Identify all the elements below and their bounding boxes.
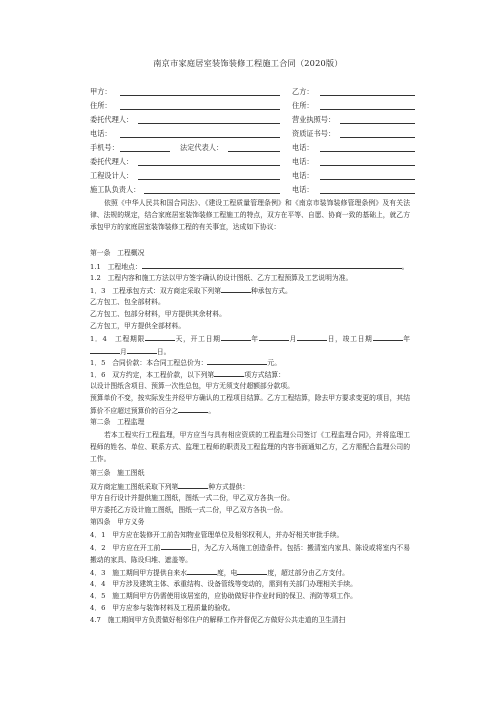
clause-4-1: 4．1 甲方应在装修开工前告知物业管理单位及相邻权利人，并办好相关审批手续。 (90, 531, 344, 539)
start-date-label: 天，开工日期 (174, 335, 221, 343)
days-before-blank[interactable] (161, 541, 191, 550)
party-a-agent-blank[interactable] (138, 123, 280, 124)
article-2-heading: 第二条 工程监理 (90, 418, 145, 426)
settlement-option-1: 以设计图纸含项目、预算一次性总包，甲方无须支付超额部分款项。 (90, 382, 294, 390)
party-a-agent-label: 委托代理人： (90, 115, 134, 124)
clause-4-2 (90, 541, 410, 566)
end-date-label: 日，竣工日期 (326, 335, 373, 343)
qualification-cert-label: 资质证书号： (292, 129, 336, 138)
end-year-label: 年 (402, 335, 411, 343)
clause-4-5: 4．5 施工期间甲方仍需使用该居室的，应协助做好非作业时间的保卫、消防等项工作。 (90, 592, 357, 600)
agent-phone-blank[interactable] (320, 165, 415, 166)
party-row-7 (0, 169, 496, 182)
clause-1-5-text: 1．5 合同价款：本合同工程总价为： (90, 359, 208, 367)
electricity-blank[interactable] (237, 566, 267, 575)
article-3-heading: 第三条 施工图纸 (90, 469, 145, 477)
party-a-label: 甲方： (90, 87, 112, 96)
end-day-blank[interactable] (127, 345, 157, 354)
settlement-option-2 (90, 392, 410, 417)
designer-blank[interactable] (138, 179, 280, 180)
party-a-address-blank[interactable] (120, 109, 280, 110)
party-b-blank[interactable] (320, 95, 415, 96)
party-row-2 (0, 99, 496, 112)
clause-4-4: 4．4 甲方涉及建筑主体、承重结构、设备管线等变动的，需到有关部门办理相关手续。 (90, 580, 357, 588)
contract-method-blank[interactable] (221, 284, 251, 293)
party-row-3 (0, 113, 496, 126)
foreman-label: 施工队负责人： (90, 185, 141, 194)
clause-4-2-suffix: 日，为乙方入场施工创造条件。包括：搬清室内家具、陈设或将室内不易搬动的家具、陈设归堆、遮盖等。 (90, 544, 411, 565)
water-blank[interactable] (187, 566, 217, 575)
clause-1-5-suffix: 元。 (267, 359, 281, 367)
qualification-cert-blank[interactable] (340, 137, 415, 138)
mobile-label: 手机号： (90, 143, 119, 152)
designer-label: 工程设计人： (90, 171, 134, 180)
percent-blank[interactable] (178, 404, 208, 413)
party-row-8 (0, 183, 496, 196)
clause-4-7: 4.7 施工期间甲方负责做好相邻住户的解释工作并督促乙方做好公共走道的卫生清扫 (90, 616, 346, 624)
party-b-phone-label: 电话： (292, 143, 314, 152)
settlement-option-2-suffix: 。 (208, 407, 216, 416)
start-year-label: 年 (250, 335, 259, 343)
electricity-label: 度，电 (217, 569, 238, 577)
option-3: 乙方包工，甲方提供全部材料。 (90, 322, 186, 330)
end-month-blank[interactable] (90, 345, 120, 354)
clause-1-4 (90, 332, 410, 358)
total-price-blank[interactable] (207, 356, 267, 365)
clause-1-1-text: 1.1 工程地点： (90, 263, 142, 271)
clause-4-2-text: 4．2 甲方应在开工前 (90, 544, 161, 552)
clause-1-4-text: 1．4 工程期限 (90, 335, 145, 343)
party-b-address-blank[interactable] (320, 109, 415, 110)
designer-phone-blank[interactable] (320, 179, 415, 180)
clause-4-6: 4．6 甲方应参与装饰材料及工程质量的验收。 (90, 604, 235, 612)
foreman-phone-blank[interactable] (320, 193, 415, 194)
end-day-label: 日。 (156, 348, 171, 357)
work-address-blank[interactable] (142, 260, 402, 269)
party-row-4 (0, 127, 496, 140)
article-1-heading: 第一条 工程概况 (90, 249, 145, 257)
article-3-line-1-text: 双方商定施工图纸采取下列第 (90, 483, 179, 491)
foreman-blank[interactable] (144, 193, 280, 194)
legal-rep-label: 法定代表人： (180, 143, 224, 152)
legal-rep-blank[interactable] (228, 151, 280, 152)
party-b-agent-label: 委托代理人： (90, 157, 134, 166)
article-3-line-1-suffix: 种方式提供： (208, 483, 250, 491)
clause-4-3-text: 4．3 施工期间甲方提供自来水 (90, 569, 188, 577)
mobile-blank[interactable] (120, 151, 170, 152)
article-3-line-3: 甲方委托乙方设计施工图纸，图纸一式二份，甲乙双方各执一份。 (90, 506, 288, 514)
foreman-phone-label: 电话： (292, 185, 314, 194)
clause-1-3-suffix: 种承包方式。 (251, 287, 292, 295)
article-3-line-2: 甲方自行设计并提供施工图纸，图纸一式二份，甲乙双方各执一份。 (90, 494, 294, 502)
party-a-phone-label: 电话： (90, 129, 112, 138)
drawing-method-blank[interactable] (178, 480, 208, 489)
option-2: 乙方包工、包部分材料，甲方提供其余材料。 (90, 310, 226, 318)
party-row-5 (0, 141, 496, 154)
party-a-phone-blank[interactable] (120, 137, 280, 138)
clause-1-2: 1.2 工程内容和施工方法以甲方签字确认的设计图纸、乙方工程预算及工艺说明为准。 (90, 274, 353, 282)
party-b-agent-blank[interactable] (138, 165, 280, 166)
start-year-blank[interactable] (221, 332, 251, 341)
party-row-1 (0, 85, 496, 98)
clause-1-6-text: 1．6 双方约定，本工程价款，以下列第 (90, 371, 215, 379)
article-2-text: 若本工程实行工程监理，甲方应当与具有相应资质的工程监理公司签订《工程监理合同》，并将监理工程师的姓名、单位、联系方式、监理工程师的职责及工程监理的内容书面通知乙方，乙方需配合监理公司的工作。 (90, 431, 410, 464)
settlement-option-2-text: 预算单价不变，按实际发生并经甲方确认的工程项目结算。乙方工程结算，除去甲方要求变更的项目，其结算价不应超过预算价的百分之 (90, 394, 410, 416)
end-year-blank[interactable] (373, 332, 403, 341)
party-row-6 (0, 155, 496, 168)
preamble: 依照《中华人民共和国合同法》、《建设工程质量管理条例》和《南京市装饰装修管理条例》及有关法律、法规的规定，结合家庭居室装饰装修工程施工的特点，双方在平等、自愿、协商一致的基础上，就乙方承包甲方的家庭居室装饰装修工程的有关事宜，达成如下协议： (90, 199, 410, 232)
party-a-blank[interactable] (120, 95, 280, 96)
clause-1-3-text: 1．3 工程承包方式：双方商定采取下列第 (90, 287, 221, 295)
designer-phone-label: 电话： (292, 171, 314, 180)
article-4-heading: 第四条 甲方义务 (90, 518, 145, 526)
party-b-phone-blank[interactable] (320, 151, 415, 152)
start-day-blank[interactable] (297, 332, 327, 341)
agent-phone-label: 电话： (292, 157, 314, 166)
party-b-address-label: 住所： (292, 101, 314, 110)
party-a-address-label: 住所： (90, 101, 112, 110)
option-1: 乙方包工、包全部材料。 (90, 298, 165, 306)
clause-1-1: 1.1 工程地点： 。 (90, 260, 410, 273)
start-month-label: 月 (288, 335, 297, 343)
settlement-method-blank[interactable] (214, 368, 244, 377)
start-month-blank[interactable] (259, 332, 289, 341)
clause-1-6-suffix: 项方式结算： (244, 371, 285, 379)
clause-4-3-suffix: 度，超过部分由乙方支付。 (267, 569, 349, 577)
business-license-label: 营业执照号： (292, 115, 336, 124)
duration-days-blank[interactable] (145, 332, 175, 341)
contract-title: 南京市家庭居室装饰装修工程施工合同（2020版） (153, 58, 343, 68)
end-month-label: 月 (120, 348, 127, 357)
business-license-blank[interactable] (340, 123, 415, 124)
party-b-label: 乙方： (292, 87, 314, 96)
